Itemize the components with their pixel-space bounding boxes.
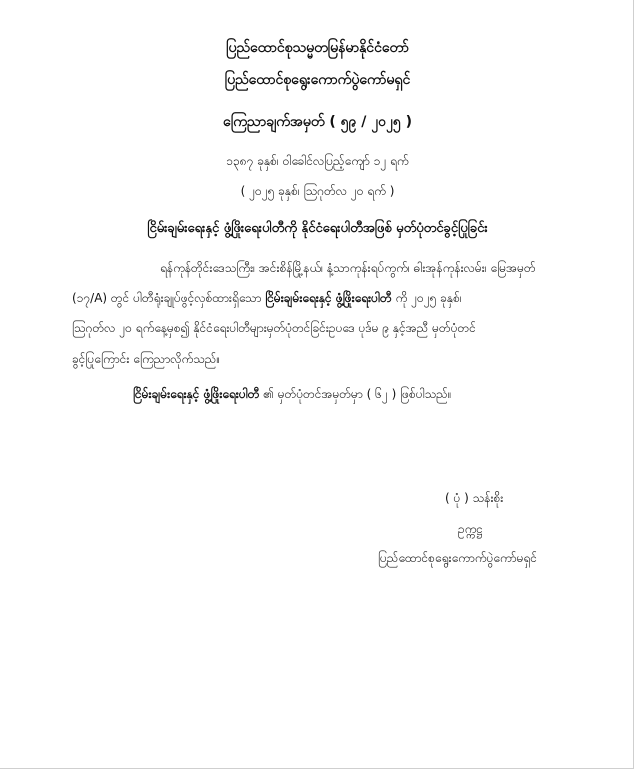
paragraph1-line2 xyxy=(72,290,462,306)
para1-line2-start: (၁၇/A) တွင် ပါတီရုံးချုပ်ဖွင့်လှစ်ထားရှိသော xyxy=(72,291,262,305)
signatory-name: ( ပုံ ) သန်းစိုး xyxy=(445,491,504,505)
gregorian-date: ( ၂၀၂၅ ခုနှစ်၊ ဩဂုတ်လ ၂၀ ရက် ) xyxy=(240,184,395,198)
paragraph1-line3: ဩဂုတ်လ ၂၀ ရက်နေ့မှစ၍ နိုင်ငံရေးပါတီများမှတ်ပုံတင်ခြင်းဥပဒေ ပုဒ်မ ၉ နှင့်အညီ မှတ်ပုံတင် xyxy=(72,321,476,335)
party-name-inline: ငြိမ်းချမ်းရေးနှင့် ဖွံ့ဖြိုးရေးပါတီ xyxy=(265,291,392,305)
signatory-organization: ပြည်ထောင်စုရွေးကောက်ပွဲကော်မရှင် xyxy=(378,551,537,565)
paragraph1-line1: ရန်ကုန်တိုင်းဒေသကြီး၊ အင်းစိန်မြို့နယ်၊ နံ့သာကုန်းရပ်ကွက်၊ ဓါးအုန်ကုန်းလမ်း၊ မြေအမှတ် xyxy=(160,261,536,275)
myanmar-date: ၁၃၈၇ ခုနှစ်၊ ဝါခေါင်လပြည့်ကျော် ၁၂ ရက် xyxy=(226,154,409,168)
subject-title: ငြိမ်းချမ်းရေးနှင့် ဖွံ့ဖြိုးရေးပါတီကို နိုင်ငံရေးပါတီအဖြစ် မှတ်ပုံတင်ခွင့်ပြုခြင်း xyxy=(147,221,488,236)
para1-line2-end: ကို ၂၀၂၅ ခုနှစ်၊ xyxy=(395,291,462,305)
paragraph1-line4: ခွင့်ပြုကြောင်း ကြေညာလိုက်သည်။ xyxy=(72,352,221,366)
registration-number-text: ၏ မှတ်ပုံတင်အမှတ်မှာ ( ၆၂ ) ဖြစ်ပါသည်။ xyxy=(263,387,452,401)
signatory-title: ဥက္ကဋ္ဌ xyxy=(458,522,483,536)
party-name-registration: ငြိမ်းချမ်းရေးနှင့် ဖွံ့ဖြိုးရေးပါတီ xyxy=(133,387,260,401)
announcement-number: ကြေညာချက်အမှတ် ( ၅၉ / ၂၀၂၅ ) xyxy=(222,114,413,130)
header-country: ပြည်ထောင်စုသမ္မတမြန်မာနိုင်ငံတော် xyxy=(226,40,409,56)
header-commission: ပြည်ထောင်စုရွေးကောက်ပွဲကော်မရှင် xyxy=(224,72,411,88)
paragraph2 xyxy=(133,386,452,402)
